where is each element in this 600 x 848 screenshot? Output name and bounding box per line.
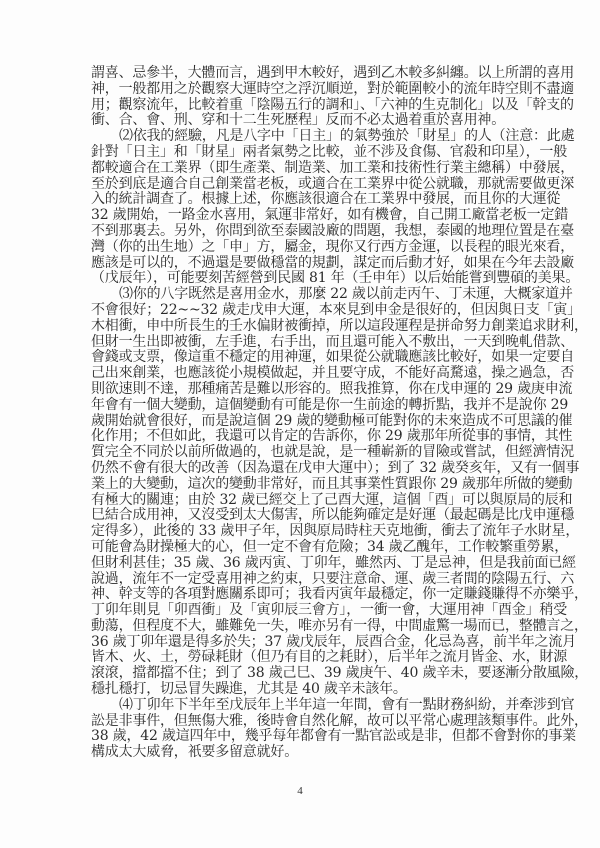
text-line: 衝、合、會、刑、穿和十二生死歷程」反而不必太過着重於喜用神。 <box>91 112 505 129</box>
text-line: 定得多），此後的 33 歲甲子年，因與原局時柱天克地衝，衝去了流年子水財星， <box>91 523 580 540</box>
page-number: 4 <box>297 785 303 797</box>
text-line: 不會很好；22~~32 歲走戊申大運，本來見到申金是很好的，但因與日支「寅」 <box>91 301 581 318</box>
text-line: （戊辰年），可能要刻苦經營到民國 81 年（壬申年）以后始能嘗到豐碩的美果。 <box>91 270 580 287</box>
text-line: 歲開始就會很好，而是說這個 29 歲的變動極可能對你的未來造成不可思議的催 <box>91 412 573 429</box>
paragraph-p4 <box>91 696 588 761</box>
text-line: 木相衝，申中所長生的壬水偏財被衝掉，所以這段運程是拼命努力創業追求財利， <box>91 317 588 334</box>
text-line: 己出來創業，也應該從小規模做起，并且要守成，不能好高騖遠，操之過急，否 <box>91 365 574 382</box>
text-line: 訟是非事件，但無傷大雅，後時會自然化解，故可以平常心處理該類事件。此外， <box>91 712 588 729</box>
text-line: 仍然不會有很大的改善（因為還在戊申大運中）；到了 32 歲癸亥年，又有一個事 <box>91 459 580 476</box>
text-line: 用；觀察流年，比較着重「陰陽五行的調和」、「六神的生克制化」以及「幹支的 <box>91 96 574 113</box>
text-line: 可能會為財操極大的心，但一定不會有危險；34 歲乙醜年，工作較繁重勞累， <box>91 538 569 555</box>
text-line: 滾滾，擋都擋不住；到了 38 歲己巳、39 歲庚午、40 歲辛未，要逐漸分散風險， <box>91 665 589 682</box>
text-line: 不到那裏去。另外，你問到欲至泰國設廠的問題，我想，泰國的地理位置是在臺 <box>91 222 574 239</box>
text-line: 丁卯年則見「卯酉衝」及「寅卯辰三會方」，一衝一會，大運用神「酉金」稍受 <box>91 602 567 619</box>
text-line: 業上的大變動，這次的變動非常好，而且其事業性質跟你 29 歲那年所做的變動 <box>91 475 573 492</box>
text-line: 有極大的關連；由於 32 歲已經交上了己酉大運，這個「酉」可以與原局的辰和 <box>91 491 573 508</box>
text-line: 32 歲開始，一路金水喜用，氣運非常好，如有機會，自己開工廠當老板一定錯 <box>91 207 569 224</box>
text-line: 至於到底是適合自己創業當老板，或適合在工業界中從公就職，那就需要做更深 <box>91 175 574 192</box>
text-line: ⑶你的八字既然是喜用金水，那麼 22 歲以前走丙午、丁未運，大概家道并 <box>119 286 573 303</box>
text-line: 灣（你的出生地）之「申」方，屬金，現你又行西方金運，以長程的眼光來看， <box>91 238 574 255</box>
text-line: 謂喜、忌參半，大體而言，遇到甲木較好，遇到乙木較多糾纏。以上所謂的喜用 <box>91 65 574 81</box>
text-line: 神、幹支等的各項對應關系即可；我看丙寅年最穩定，你一定賺錢賺得不亦樂乎， <box>91 586 588 603</box>
text-line: 入的統計調查了。根據上述，你應該很適合在工業界中發展，而且你的大運從 <box>91 191 561 208</box>
text-line: 但財一生出即被衝，左手進，右手出，而且還可能入不敷出，一天到晚軋借款、 <box>91 333 574 350</box>
text-line: 穩扎穩打，切忌冒失躁進，尤其是 40 歲辛未該年。 <box>91 681 407 698</box>
text-line: 巳結合成用神，又沒受到太大傷害，所以能夠確定是好運（最起碼是比戊申運穩 <box>91 507 574 524</box>
text-line: 說過，流年不一定受喜用神之約束，只要注意命、運、歲三者間的陰陽五行、六 <box>91 570 574 587</box>
text-line: 則欲速則不達，那種痛苦是難以形容的。照我推算，你在戊申運的 29 歲庚申流 <box>91 380 573 397</box>
text-line: 構成太大威脅，衹要多留意就好。 <box>91 744 298 761</box>
text-line: 神，一般都用之於觀察大運時空之浮沉順逆，對於範圍較小的流年時空則不盡適 <box>91 80 574 97</box>
text-line: 針對「日主」和「財星」兩者氣勢之比較，並不涉及食傷、官殺和印星），一般 <box>91 143 567 160</box>
text-line: 38 歲，42 歲這四年中，幾乎每年都會有一點官訟或是非，但都不會對你的事業 <box>91 728 576 745</box>
text-line: 皆木、火、土，勞碌耗財（但乃有目的之耗財），后半年之流月皆金、水，財源 <box>91 649 567 666</box>
text-line: 會錢或支票，像這重不穩定的用神運，如果從公就職應該比較好，如果一定要自 <box>91 349 574 366</box>
text-line: 動蕩，但程度不大，雖難免一失，唯亦另有一得，中間虛驚一場而已，整體言之， <box>91 617 588 634</box>
paragraph-p1 <box>91 65 574 129</box>
text-line: 但財利甚佳；35 歲、36 歲丙寅、丁卯年，雖然丙、丁是忌神，但是我前面已經 <box>91 554 576 571</box>
text-line: 36 歲丁卯年還是得多於失；37 歲戊辰年，辰酉合金，化忌為喜，前半年之流月 <box>91 633 576 650</box>
paragraph-p2 <box>91 128 580 287</box>
body-text <box>91 65 589 761</box>
text-line: ⑵依我的經驗，凡是八字中「日主」的氣勢強於「財星」的人（注意：此處 <box>119 128 575 145</box>
text-line: 質完全不同於以前所做過的，也就是說，是一種嶄新的冒險或嘗試，但經濟情況 <box>91 444 574 461</box>
text-line: 都較適合在工業界（即生產業、制造業、加工業和技術性行業主總稱）中發展， <box>91 159 574 176</box>
text-line: ⑷丁卯年下半年至戊辰年上半年這一年間，會有一點財務糾紛，并牽涉到官 <box>119 696 575 713</box>
text-line: 化作用；不但如此，我還可以肯定的告訴你，你 29 歲那年所從事的事情，其性 <box>91 428 573 445</box>
paragraph-p3 <box>91 286 589 698</box>
text-line: 年會有一個大變動，這個變動有可能是你一生前途的轉折點，我并不是說你 29 <box>91 396 569 413</box>
text-line: 應該是可以的，不過還是要做穩當的規劃，謀定而后動才好，如果在今年去設廠 <box>91 254 574 271</box>
